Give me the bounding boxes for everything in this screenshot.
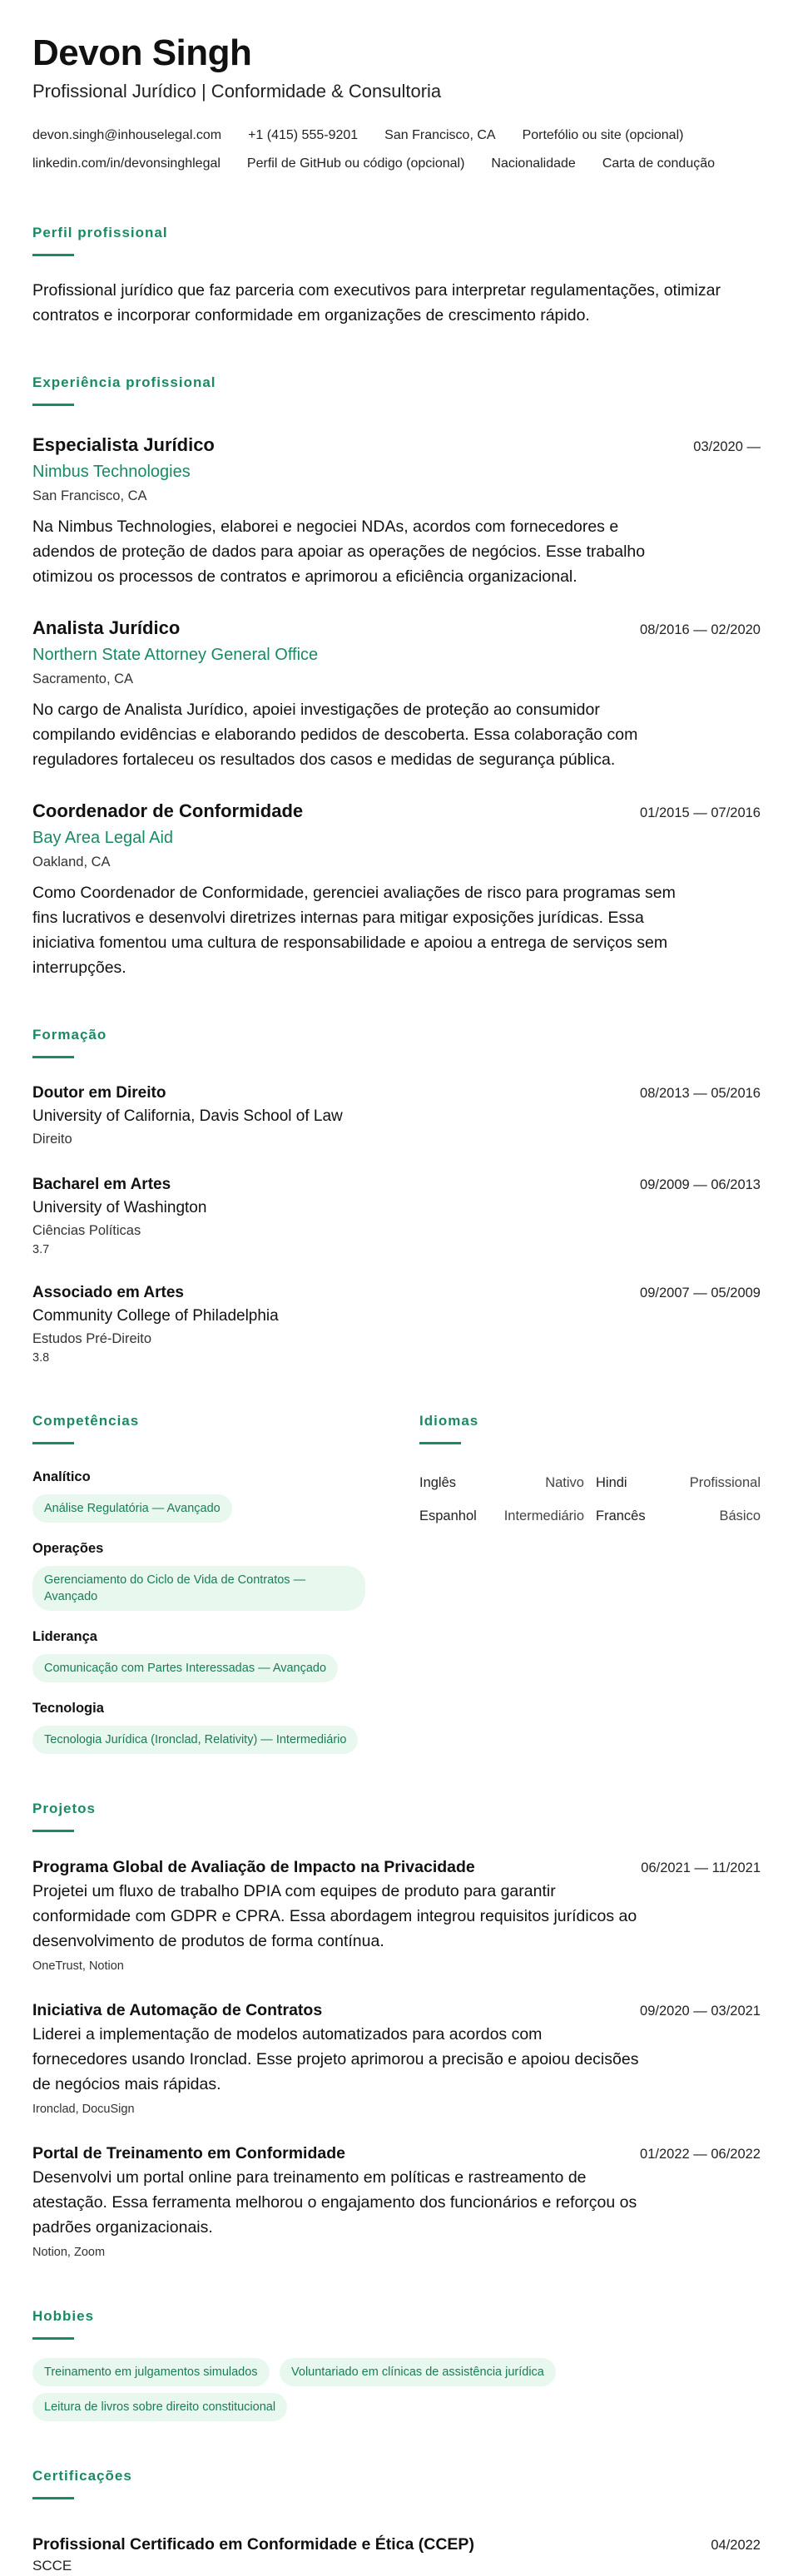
hobby-chip: Leitura de livros sobre direito constitucional bbox=[32, 2393, 287, 2421]
language-level: Básico bbox=[719, 1508, 761, 1523]
project-title: Iniciativa de Automação de Contratos bbox=[32, 2001, 323, 2019]
contact-list bbox=[32, 121, 761, 178]
skill-chip: Comunicação com Partes Interessadas — Avançado bbox=[32, 1654, 338, 1682]
job-description: No cargo de Analista Jurídico, apoiei investigações de proteção ao consumidor compilando evidências e elaborando pedidos de descoberta. Essa colaboração com reguladores fortaleceu os resultados dos casos e medidas de segurança pública. bbox=[32, 701, 638, 769]
contact-email[interactable]: devon.singh@inhouselegal.com bbox=[32, 128, 222, 142]
education-degree: Associado em Artes bbox=[32, 1284, 184, 1301]
job-description: Como Coordenador de Conformidade, gerenciei avaliações de risco para programas sem fins lucrativos e desenvolvi diretrizes internas para mitigar exposições jurídicas. Essa iniciativa fomentou uma cultura de responsabilidade e apoiou a entrega de serviços sem interrupções. bbox=[32, 884, 676, 977]
skills-languages-row bbox=[32, 1366, 761, 1754]
language-name: Espanhol bbox=[419, 1508, 477, 1523]
section-title-projects: Projetos bbox=[32, 1801, 761, 1832]
project-entry bbox=[32, 2142, 761, 2261]
language-name: Hindi bbox=[596, 1475, 627, 1490]
project-date: 06/2021 — 11/2021 bbox=[641, 1860, 761, 1875]
project-entry bbox=[32, 1855, 761, 1975]
job-location: Sacramento, CA bbox=[32, 671, 134, 686]
education-section bbox=[32, 1027, 761, 1366]
job-location: San Francisco, CA bbox=[32, 488, 147, 503]
summary-section bbox=[32, 225, 761, 328]
project-tech: Notion, Zoom bbox=[32, 2246, 106, 2259]
job-title: Analista Jurídico bbox=[32, 617, 181, 638]
job-date: 01/2015 — 07/2016 bbox=[640, 805, 761, 820]
language-item bbox=[596, 1466, 761, 1499]
project-date: 09/2020 — 03/2021 bbox=[640, 2004, 761, 2019]
job-entry bbox=[32, 433, 761, 589]
languages-section bbox=[419, 1366, 761, 1754]
language-item bbox=[596, 1499, 761, 1533]
education-entry bbox=[32, 1082, 761, 1150]
education-school: University of Washington bbox=[32, 1199, 207, 1216]
project-tech: Ironclad, DocuSign bbox=[32, 2103, 135, 2116]
language-name: Inglês bbox=[419, 1475, 457, 1490]
skill-group bbox=[32, 1697, 390, 1754]
language-list bbox=[419, 1466, 761, 1533]
section-title-education: Formação bbox=[32, 1027, 761, 1058]
hobby-list bbox=[32, 2351, 615, 2421]
skill-chip: Análise Regulatória — Avançado bbox=[32, 1494, 232, 1523]
job-date: 08/2016 — 02/2020 bbox=[640, 622, 761, 637]
section-title-experience: Experiência profissional bbox=[32, 374, 761, 406]
certifications-section bbox=[32, 2468, 761, 2576]
education-degree: Doutor em Direito bbox=[32, 1084, 166, 1102]
certification-title: Profissional Certificado em Conformidade e Ética (CCEP) bbox=[32, 2535, 474, 2554]
language-name: Francês bbox=[596, 1508, 646, 1523]
skill-category: Tecnologia bbox=[32, 1701, 104, 1716]
job-company: Nimbus Technologies bbox=[32, 463, 191, 481]
skill-category: Liderança bbox=[32, 1629, 97, 1644]
projects-section bbox=[32, 1801, 761, 2261]
skill-chip: Gerenciamento do Ciclo de Vida de Contratos — Avançado bbox=[32, 1566, 365, 1611]
project-date: 01/2022 — 06/2022 bbox=[640, 2147, 761, 2162]
language-item bbox=[419, 1466, 584, 1499]
language-level: Intermediário bbox=[503, 1508, 584, 1523]
project-title: Programa Global de Avaliação de Impacto na Privacidade bbox=[32, 1858, 475, 1876]
education-school: Community College of Philadelphia bbox=[32, 1307, 279, 1325]
job-entry bbox=[32, 799, 761, 980]
hobby-chip: Treinamento em julgamentos simulados bbox=[32, 2358, 270, 2386]
education-date: 09/2007 — 05/2009 bbox=[640, 1286, 761, 1300]
education-field: Ciências Políticas bbox=[32, 1223, 141, 1238]
education-field: Estudos Pré-Direito bbox=[32, 1331, 152, 1346]
project-entry bbox=[32, 1999, 761, 2118]
section-title-summary: Perfil profissional bbox=[32, 225, 761, 256]
certification-date: 04/2022 bbox=[711, 2538, 761, 2553]
project-title: Portal de Treinamento em Conformidade bbox=[32, 2144, 345, 2162]
project-description: Liderei a implementação de modelos automatizados para acordos com fornecedores usando Ironclad. Esse projeto aprimorou a precisão e apoiou decisões de negócios mais rápidas. bbox=[32, 2025, 639, 2093]
language-level: Profissional bbox=[689, 1475, 761, 1490]
education-field: Direito bbox=[32, 1132, 72, 1147]
skill-group bbox=[32, 1466, 390, 1523]
project-tech: OneTrust, Notion bbox=[32, 1959, 124, 1973]
contact-driving-license: Carta de condução bbox=[602, 156, 716, 171]
hobbies-section bbox=[32, 2308, 761, 2421]
hobby-chip: Voluntariado em clínicas de assistência jurídica bbox=[280, 2358, 556, 2386]
contact-phone[interactable]: +1 (415) 555-9201 bbox=[248, 128, 359, 142]
language-level: Nativo bbox=[545, 1475, 584, 1490]
job-title: Coordenador de Conformidade bbox=[32, 800, 304, 821]
skill-group bbox=[32, 1626, 390, 1682]
section-title-skills: Competências bbox=[32, 1413, 390, 1444]
skill-category: Analítico bbox=[32, 1469, 91, 1484]
section-title-hobbies: Hobbies bbox=[32, 2308, 761, 2340]
education-school: University of California, Davis School of Law bbox=[32, 1107, 343, 1125]
education-gpa: 3.8 bbox=[32, 1351, 50, 1365]
experience-section bbox=[32, 374, 761, 980]
certification-issuer: SCCE bbox=[32, 2558, 72, 2574]
education-date: 09/2009 — 06/2013 bbox=[640, 1177, 761, 1192]
contact-nationality: Nacionalidade bbox=[491, 156, 576, 171]
job-company: Bay Area Legal Aid bbox=[32, 829, 174, 847]
project-description: Projetei um fluxo de trabalho DPIA com equipes de produto para garantir conformidade com GDPR e CPRA. Essa abordagem integrou requisitos jurídicos ao desenvolvimento de produtos de forma contínua. bbox=[32, 1882, 637, 1950]
resume-header bbox=[32, 30, 761, 178]
contact-portfolio[interactable]: Portefólio ou site (opcional) bbox=[522, 128, 684, 142]
contact-location: San Francisco, CA bbox=[384, 128, 496, 142]
person-name: Devon Singh bbox=[32, 32, 252, 73]
certification-entry bbox=[32, 2533, 761, 2576]
section-title-languages: Idiomas bbox=[419, 1413, 761, 1444]
skill-group bbox=[32, 1538, 390, 1611]
education-date: 08/2013 — 05/2016 bbox=[640, 1086, 761, 1101]
project-description: Desenvolvi um portal online para treinamento em políticas e rastreamento de atestação. Essa ferramenta melhorou o engajamento dos funcionários e reforçou os padrões organizacionais. bbox=[32, 2168, 637, 2237]
job-date: 03/2020 — bbox=[693, 439, 761, 454]
summary-text: Profissional jurídico que faz parceria com executivos para interpretar regulamentações, otimizar contratos e incorporar conformidade em organizações de crescimento rápido. bbox=[32, 281, 721, 324]
job-description: Na Nimbus Technologies, elaborei e negociei NDAs, acordos com fornecedores e adendos de proteção de dados para apoiar as operações de negócios. Esse trabalho otimizou os processos de contratos e aprimorou a eficiência organizacional. bbox=[32, 518, 646, 586]
contact-github[interactable]: Perfil de GitHub ou código (opcional) bbox=[246, 156, 465, 171]
language-item bbox=[419, 1499, 584, 1533]
job-title: Especialista Jurídico bbox=[32, 434, 215, 455]
section-title-certifications: Certificações bbox=[32, 2468, 761, 2499]
job-location: Oakland, CA bbox=[32, 855, 111, 869]
contact-linkedin[interactable]: linkedin.com/in/devonsinghlegal bbox=[32, 156, 221, 171]
job-company: Northern State Attorney General Office bbox=[32, 646, 319, 664]
skill-chip: Tecnologia Jurídica (Ironclad, Relativity) — Intermediário bbox=[32, 1726, 358, 1754]
education-entry bbox=[32, 1281, 761, 1366]
education-degree: Bacharel em Artes bbox=[32, 1176, 171, 1193]
education-entry bbox=[32, 1173, 761, 1258]
education-gpa: 3.7 bbox=[32, 1243, 50, 1256]
skills-section bbox=[32, 1366, 390, 1754]
job-entry bbox=[32, 616, 761, 772]
person-subtitle: Profissional Jurídico | Conformidade & Consultoria bbox=[32, 81, 442, 102]
skill-category: Operações bbox=[32, 1541, 104, 1556]
